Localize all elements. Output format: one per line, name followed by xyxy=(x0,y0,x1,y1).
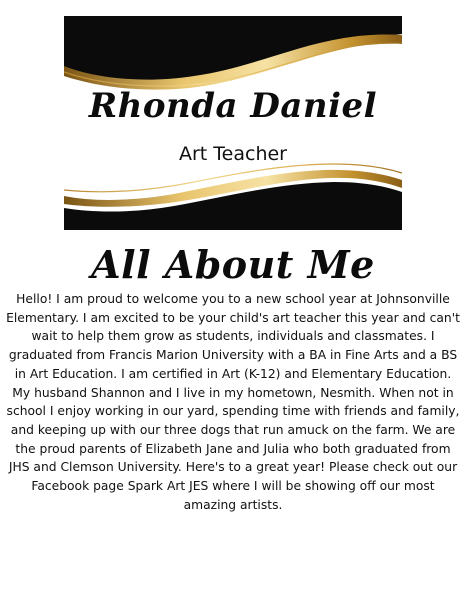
teacher-title: Art Teacher xyxy=(179,143,287,165)
teacher-name: Rhonda Daniel xyxy=(88,86,378,126)
section-heading: All About Me xyxy=(91,242,375,287)
bio-paragraph: Hello! I am proud to welcome you to a new school year at Johnsonville Elementary. I am excited to be your child's art teacher this year and can't wait to help them grow as students, individuals and classmates. I graduated from Francis Marion University with a BA in Fine Arts and a BS in Art Education. I am certified in Art (K-12) and Elementary Education. My husband Shannon and I live in my hometown, Nesmith. When not in school I enjoy working in our yard, spending time with friends and family, and keeping up with our three dogs that run amuck on the farm. We are the proud parents of Elizabeth Jane and Julia who both graduated from JHS and Clemson University. Here's to a great year! Please check out our Facebook page Spark Art JES where I will be showing off our most amazing artists. xyxy=(6,292,460,512)
